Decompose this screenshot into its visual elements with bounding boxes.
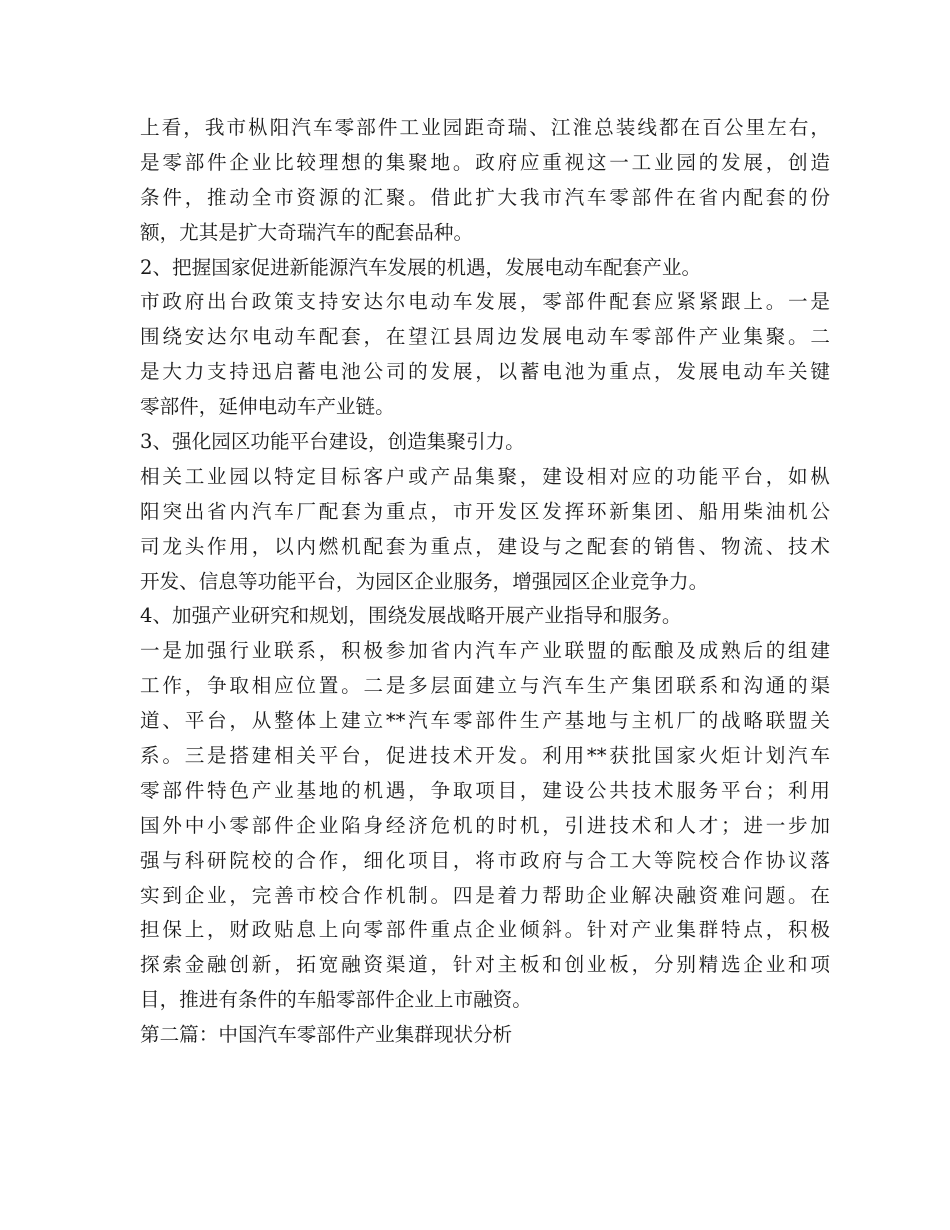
text-line: 探索金融创新，拓宽融资渠道，针对主板和创业板，分别精选企业和项 — [140, 953, 830, 977]
text-line: 零部件，延伸电动车产业链。 — [140, 395, 395, 419]
text-line: 担保上，财政贴息上向零部件重点企业倾斜。针对产业集群特点，积极 — [140, 918, 830, 942]
text-line: 一是加强行业联系，积极参加省内汽车产业联盟的酝酿及成熟后的组建 — [140, 639, 830, 663]
text-line: 市政府出台政策支持安达尔电动车发展，零部件配套应紧紧跟上。一是 — [140, 290, 830, 314]
text-line: 是零部件企业比较理想的集聚地。政府应重视这一工业园的发展，创造 — [140, 150, 830, 174]
text-line: 条件，推动全市资源的汇聚。借此扩大我市汽车零部件在省内配套的份 — [140, 185, 830, 209]
document-body — [140, 111, 830, 1053]
text-line: 系。三是搭建相关平台，促进技术开发。利用**获批国家火炬计划汽车 — [140, 744, 830, 768]
text-line: 实到企业，完善市校合作机制。四是着力帮助企业解决融资难问题。在 — [140, 883, 830, 907]
text-line: 国外中小零部件企业陷身经济危机的时机，引进技术和人才；进一步加 — [140, 813, 830, 837]
text-line: 强与科研院校的合作，细化项目，将市政府与合工大等院校合作协议落 — [140, 848, 830, 872]
text-line: 工作，争取相应位置。二是多层面建立与汽车生产集团联系和沟通的渠 — [140, 674, 830, 698]
text-line: 上看，我市枞阳汽车零部件工业园距奇瑞、江淮总装线都在百公里左右， — [140, 116, 830, 139]
text-line: 目，推进有条件的车船零部件企业上市融资。 — [140, 988, 532, 1012]
text-line: 司龙头作用，以内燃机配套为重点，建设与之配套的销售、物流、技术 — [140, 534, 830, 558]
text-line: 4、加强产业研究和规划，围绕发展战略开展产业指导和服务。 — [140, 604, 682, 628]
text-line: 额，尤其是扩大奇瑞汽车的配套品种。 — [140, 220, 474, 244]
text-line: 2、把握国家促进新能源汽车发展的机遇，发展电动车配套产业。 — [140, 255, 702, 279]
text-line: 相关工业园以特定目标客户或产品集聚，建设相对应的功能平台，如枞 — [140, 464, 830, 488]
text-line: 道、平台，从整体上建立**汽车零部件生产基地与主机厂的战略联盟关 — [140, 709, 830, 733]
text-line: 零部件特色产业基地的机遇，争取项目，建设公共技术服务平台；利用 — [140, 778, 830, 802]
text-line: 是大力支持迅启蓄电池公司的发展，以蓄电池为重点，发展电动车关键 — [140, 360, 830, 384]
text-line: 开发、信息等功能平台，为园区企业服务，增强园区企业竞争力。 — [140, 569, 709, 593]
text-line: 阳突出省内汽车厂配套为重点，市开发区发挥环新集团、船用柴油机公 — [140, 499, 830, 523]
text-line: 第二篇：中国汽车零部件产业集群现状分析 — [140, 1023, 513, 1047]
text-line: 围绕安达尔电动车配套，在望江县周边发展电动车零部件产业集聚。二 — [140, 325, 830, 349]
text-line: 3、强化园区功能平台建设，创造集聚引力。 — [140, 430, 525, 454]
